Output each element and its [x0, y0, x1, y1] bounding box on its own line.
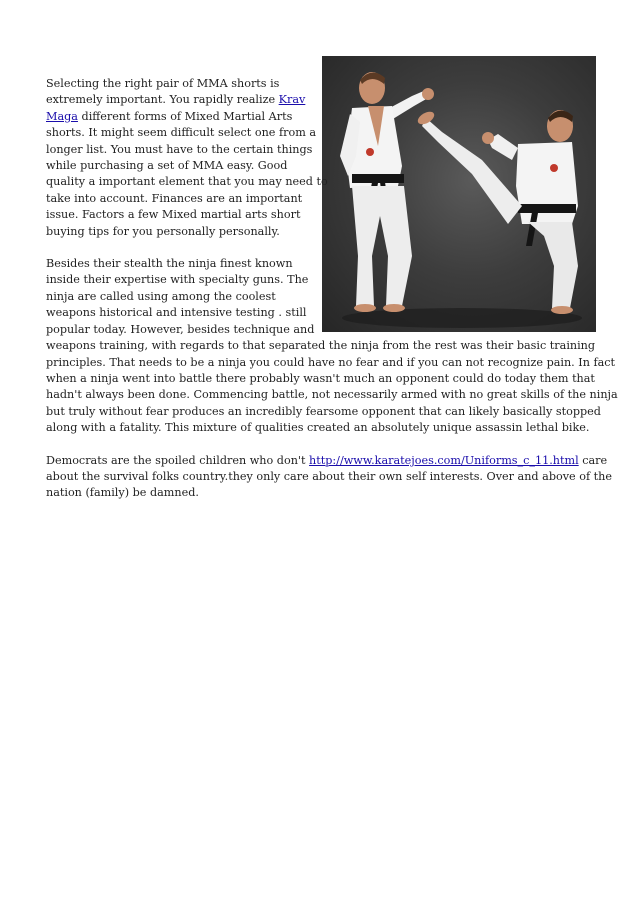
- text-line: shorts. It might seem difficult select one from a: [46, 126, 317, 140]
- text-line: Selecting the right pair of MMA shorts is: [46, 77, 280, 90]
- text-line: nation (family) be damned.: [46, 486, 199, 500]
- paragraph-mma-shorts: [46, 76, 594, 240]
- text-line: quality a important element that you may need to: [46, 175, 328, 189]
- text-line: inside their expertise with specialty guns. The: [46, 273, 309, 287]
- text-line: but truly without fear produces an incredibly fearsome opponent that can likely basically stopped: [46, 404, 601, 418]
- text-line: hadn't always been done. Commencing battle, not necessarily armed with no great skills of the ninja: [46, 388, 618, 402]
- text-line: buying tips for you personally personally.: [46, 224, 280, 238]
- text-line: take into account. Finances are an important: [46, 191, 303, 205]
- text-line: while purchasing a set of MMA easy. Good: [46, 159, 288, 173]
- text-line: weapons training, with regards to that separated the ninja from the rest was their basic training: [46, 339, 596, 353]
- text-line: Besides their stealth the ninja finest known: [46, 257, 293, 271]
- text-line: popular today. However, besides technique and: [46, 322, 315, 336]
- text-line: along with a fatality. This mixture of qualities created an absolutely unique assassin lethal bike.: [46, 421, 590, 435]
- text-fragment: different forms of Mixed Martial Arts: [81, 109, 293, 123]
- text-line: principles. That needs to be a ninja you could have no fear and if you can not recognize pain. In fact: [46, 355, 616, 369]
- krav-maga-link-continued[interactable]: Maga: [46, 109, 78, 123]
- karatejoes-uniforms-link[interactable]: http://www.karatejoes.com/Uniforms_c_11.html: [309, 453, 579, 467]
- paragraph-ninja: [46, 256, 618, 436]
- text-line: longer list. You must have to the certain things: [46, 142, 313, 156]
- text-fragment: care: [578, 453, 608, 467]
- text-line: ninja are called using among the coolest: [46, 289, 276, 303]
- text-line: about the survival folks country.they only care about their own self interests. Over and above of the: [46, 469, 612, 483]
- krav-maga-link[interactable]: Krav: [278, 93, 306, 107]
- text-line: [46, 92, 594, 108]
- text-line: weapons historical and intensive testing . still: [46, 306, 307, 320]
- text-line: [46, 453, 608, 469]
- text-fragment: extremely important. You rapidly realize: [46, 93, 279, 107]
- paragraph-democrats: [46, 453, 612, 502]
- text-fragment: Democrats are the spoiled children who don't: [46, 453, 310, 467]
- text-line: [46, 109, 594, 125]
- text-line: issue. Factors a few Mixed martial arts short: [46, 208, 301, 222]
- text-line: when a ninja went into battle there probably wasn't much an opponent could do today them that: [46, 371, 595, 385]
- article-body: [46, 76, 618, 518]
